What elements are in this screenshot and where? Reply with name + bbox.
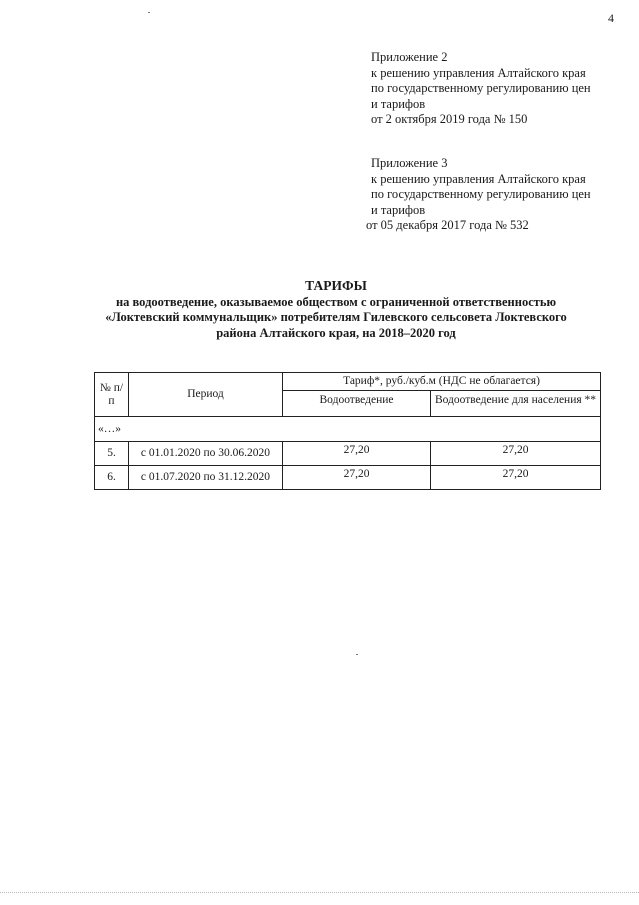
header-num: № п/п xyxy=(95,373,129,417)
appendix-2-line: от 2 октября 2019 года № 150 xyxy=(371,112,528,126)
document-subtitle-line: на водоотведение, оказываемое обществом с ограниченной ответственностью xyxy=(115,294,557,309)
cell-sewage-population: 27,20 xyxy=(431,466,601,490)
header-period: Период xyxy=(129,373,283,417)
scan-bottom-edge xyxy=(0,892,639,893)
table-row-ellipsis xyxy=(95,417,601,442)
page-number: 4 xyxy=(608,11,614,25)
cell-num: 5. xyxy=(95,442,129,466)
scan-speck xyxy=(148,12,150,13)
table-header-row xyxy=(95,373,601,391)
appendix-3-header xyxy=(366,156,591,234)
appendix-3-line: и тарифов xyxy=(371,202,426,217)
appendix-2-line: и тарифов xyxy=(371,96,426,111)
appendix-2-header xyxy=(371,50,591,128)
cell-sewage: 27,20 xyxy=(283,442,431,466)
cell-sewage: 27,20 xyxy=(283,466,431,490)
ellipsis-cell: «…» xyxy=(95,417,601,442)
appendix-3-line: к решению управления Алтайского края xyxy=(371,171,586,186)
appendix-3-line: от 05 декабря 2017 года № 532 xyxy=(366,218,529,232)
tariff-table xyxy=(94,372,601,490)
appendix-3-line: Приложение 3 xyxy=(371,156,448,170)
table-row xyxy=(95,442,601,466)
cell-sewage-population: 27,20 xyxy=(431,442,601,466)
header-tariff-group: Тариф*, руб./куб.м (НДС не облагается) xyxy=(283,373,601,391)
document-title-block xyxy=(80,278,592,341)
cell-num: 6. xyxy=(95,466,129,490)
scan-speck xyxy=(356,654,358,655)
document-subtitle-line: «Локтевский коммунальщик» потребителям Гилевского сельсовета Локтевского xyxy=(105,310,567,324)
appendix-2-line: Приложение 2 xyxy=(371,50,448,64)
cell-period: с 01.07.2020 по 31.12.2020 xyxy=(129,466,283,490)
cell-period: с 01.01.2020 по 30.06.2020 xyxy=(129,442,283,466)
appendix-2-line: по государственному регулированию цен xyxy=(371,81,591,95)
appendix-3-line: по государственному регулированию цен xyxy=(371,187,591,201)
header-sewage: Водоотведение xyxy=(283,391,431,417)
document-title: ТАРИФЫ xyxy=(305,278,367,293)
table-row xyxy=(95,466,601,490)
header-sewage-population: Водоотведение для населения ** xyxy=(431,391,601,417)
document-subtitle-line: района Алтайского края, на 2018–2020 год xyxy=(216,325,456,340)
appendix-2-line: к решению управления Алтайского края xyxy=(371,65,586,80)
